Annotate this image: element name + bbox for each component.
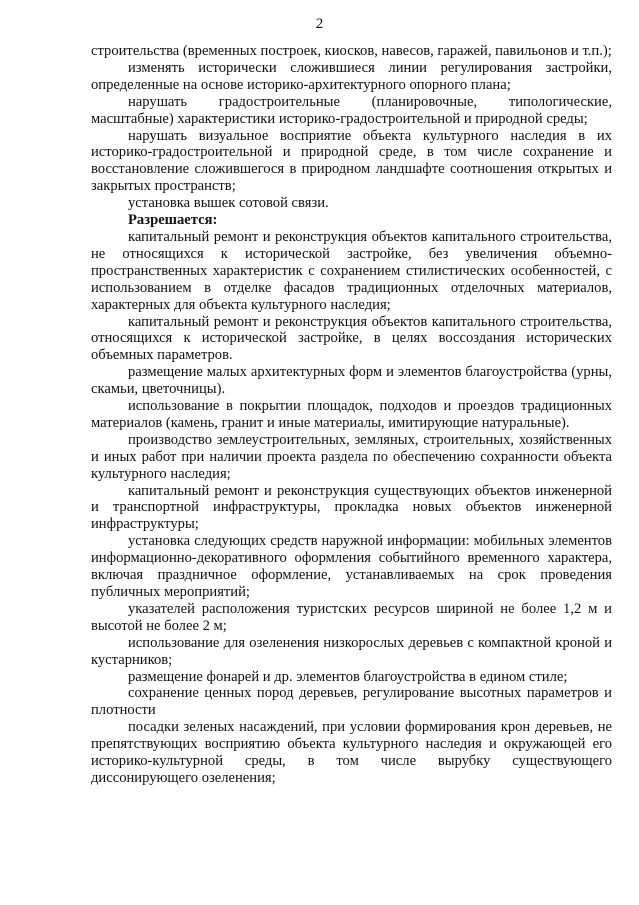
paragraph: нарушать визуальное восприятие объекта культурного наследия в их историко-градостроительной и природной среде, в том числе сохранение и восстановление сложившегося в природном ландшафте соотношения открытых и закрытых пространств; [91, 127, 612, 195]
paragraph: посадки зеленых насаждений, при условии формирования крон деревьев, не препятствующих восприятию объекта культурного наследия и окружающей его историко-культурной среды, в том числе вырубку существующего диссонирующего озеленения; [91, 719, 612, 786]
paragraph: производство землеустроительных, земляных, строительных, хозяйственных и иных работ при наличии проекта раздела по обеспечению сохранности объекта культурного наследия; [91, 431, 612, 482]
paragraph: использование в покрытии площадок, подходов и проездов традиционных материалов (камень, гранит и иные материалы, имитирующие натуральные). [91, 398, 612, 431]
paragraph: изменять исторически сложившиеся линии регулирования застройки, определенные на основе историко-архитектурного опорного плана; [91, 59, 612, 93]
paragraph: указателей расположения туристских ресурсов шириной не более 1,2 м и высотой не более 2 м; [91, 600, 612, 634]
paragraph: использование для озеленения низкорослых деревьев с компактной кроной и кустарников; [91, 634, 612, 668]
paragraph: нарушать градостроительные (планировочные, типологические, масштабные) характеристики историко-градостроительной и природной среды; [91, 93, 612, 127]
paragraph: сохранение ценных пород деревьев, регулирование высотных параметров и плотности [91, 685, 612, 719]
paragraph: размещение малых архитектурных форм и элементов благоустройства (урны, скамьи, цветочницы). [91, 364, 612, 398]
paragraph: капитальный ремонт и реконструкция объектов капитального строительства, не относящихся к исторической застройке, без увеличения объемно-пространственных характеристик с сохранением стилистических особенностей, с использованием в отделке фасадов традиционных отделочных материалов, характерных для объекта культурного наследия; [91, 228, 612, 313]
paragraph: размещение фонарей и др. элементов благоустройства в едином стиле; [128, 668, 568, 685]
paragraph: установка следующих средств наружной информации: мобильных элементов информационно-декоративного оформления событийного временного характера, включая праздничное оформление, устанавливаемых на срок проведения публичных мероприятий; [91, 533, 612, 600]
paragraph: капитальный ремонт и реконструкция объектов капитального строительства, относящихся к исторической застройке, в целях воссоздания исторических объемных параметров. [91, 313, 612, 364]
document-body [91, 43, 612, 787]
paragraph: капитальный ремонт и реконструкция существующих объектов инженерной и транспортной инфраструктуры, прокладка новых объектов инженерной инфраструктуры; [91, 482, 612, 533]
section-heading-permitted: Разрешается: [128, 212, 218, 229]
page-number: 2 [315, 16, 324, 32]
paragraph: установка вышек сотовой связи. [128, 195, 329, 212]
paragraph-continuation: строительства (временных построек, киосков, навесов, гаражей, павильонов и т.п.); [91, 43, 612, 59]
